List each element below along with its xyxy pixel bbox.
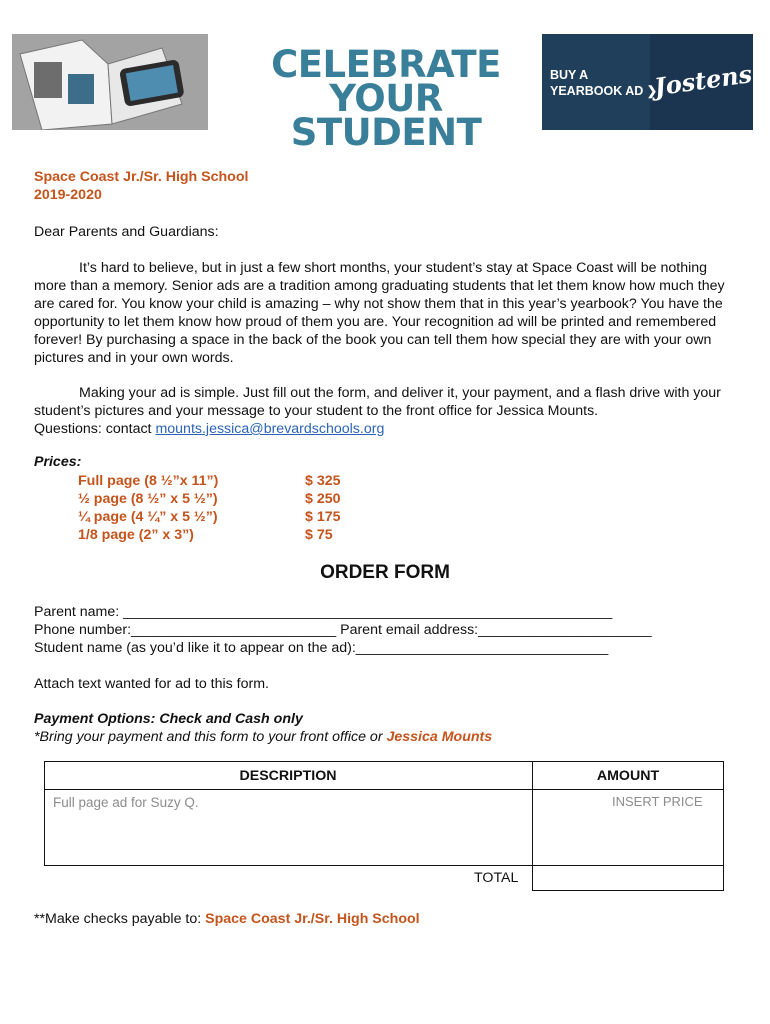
headline-line-1: CELEBRATE YOUR: [271, 43, 501, 120]
price-label: 1/8 page (2” x 3”): [78, 527, 194, 543]
payment-heading: Payment Options: Check and Cash only: [34, 711, 303, 727]
price-label: ¼ page (4 ¼” x 5 ½”): [78, 509, 218, 525]
cta-line-1: BUY A: [550, 68, 589, 82]
attach-note: Attach text wanted for ad to this form.: [34, 676, 269, 692]
table-header-divider: [44, 789, 724, 790]
prices-heading: Prices:: [34, 454, 82, 470]
parent-name-field[interactable]: Parent name: ______________________________________________________________: [34, 604, 613, 620]
greeting: Dear Parents and Guardians:: [34, 224, 219, 240]
price-list: [78, 472, 398, 544]
phone-email-field[interactable]: Phone number:__________________________ Parent email address:______________________: [34, 622, 652, 638]
price-row: [78, 508, 398, 526]
description-input[interactable]: Full page ad for Suzy Q.: [53, 795, 199, 810]
table-border-bottom: [532, 890, 724, 891]
yearbook-photo: [12, 34, 208, 130]
cta-text: [550, 67, 657, 99]
order-form-title: ORDER FORM: [320, 562, 450, 583]
school-year: 2019-2020: [34, 187, 102, 203]
checks-label: **Make checks payable to:: [34, 911, 206, 927]
amount-header: AMOUNT: [596, 768, 660, 784]
total-label: TOTAL: [474, 870, 519, 886]
price-value: $ 75: [305, 527, 333, 543]
letter-paragraph-1: It’s hard to believe, but in just a few short months, your student’s stay at Space Coast will be nothing more than a memory. Senior ads are a tradition among graduating students that let them know how much they are cared for. You know your child is amazing – why not show them that in this year’s yearbook? You have the opportunity to let them know how proud of them you are. Your recognition ad will be printed and remembered forever! By purchasing a space in the back of the book you can tell them how special they are with your own pictures and in your own words.: [34, 260, 725, 366]
price-row: [78, 472, 398, 490]
questions-label: Questions: contact: [34, 421, 156, 437]
table-border-top: [44, 761, 724, 762]
buy-yearbook-ad-button[interactable]: [542, 34, 753, 130]
price-value: $ 250: [305, 491, 341, 507]
price-value: $ 175: [305, 509, 341, 525]
student-name-field[interactable]: Student name (as you’d like it to appear on the ad):________________________________: [34, 640, 609, 656]
jostens-logo: Jostens: [652, 59, 754, 102]
price-row: [78, 490, 398, 508]
letter-paragraph-2: Making your ad is simple. Just fill out the form, and deliver it, your payment, and a flash drive with your student’s pictures and your message to your student to the front office for Jessica Mounts.: [34, 385, 721, 419]
payment-note: [34, 728, 492, 746]
payment-note-text: *Bring your payment and this form to your front office or: [34, 729, 387, 745]
table-row-divider: [44, 865, 724, 866]
amount-input[interactable]: INSERT PRICE: [612, 794, 703, 809]
checks-payable-line: [34, 910, 420, 928]
price-label: Full page (8 ½”x 11”): [78, 473, 219, 489]
payment-contact: Jessica Mounts: [386, 729, 493, 745]
cta-line-2: YEARBOOK AD ❯: [550, 84, 658, 98]
order-table: [44, 761, 724, 891]
description-header: DESCRIPTION: [239, 768, 337, 784]
school-name: Space Coast Jr./Sr. High School: [34, 169, 249, 185]
total-input[interactable]: [536, 869, 720, 888]
headline-line-2: STUDENT: [290, 111, 482, 154]
celebrate-headline: [226, 43, 546, 154]
price-row: [78, 526, 398, 544]
header-banner: [12, 34, 754, 154]
price-label: ½ page (8 ½” x 5 ½”): [78, 491, 218, 507]
price-value: $ 325: [305, 473, 341, 489]
questions-line: [34, 420, 734, 438]
checks-payee: Space Coast Jr./Sr. High School: [205, 911, 420, 927]
email-link[interactable]: mounts.jessica@brevardschools.org: [155, 421, 385, 437]
